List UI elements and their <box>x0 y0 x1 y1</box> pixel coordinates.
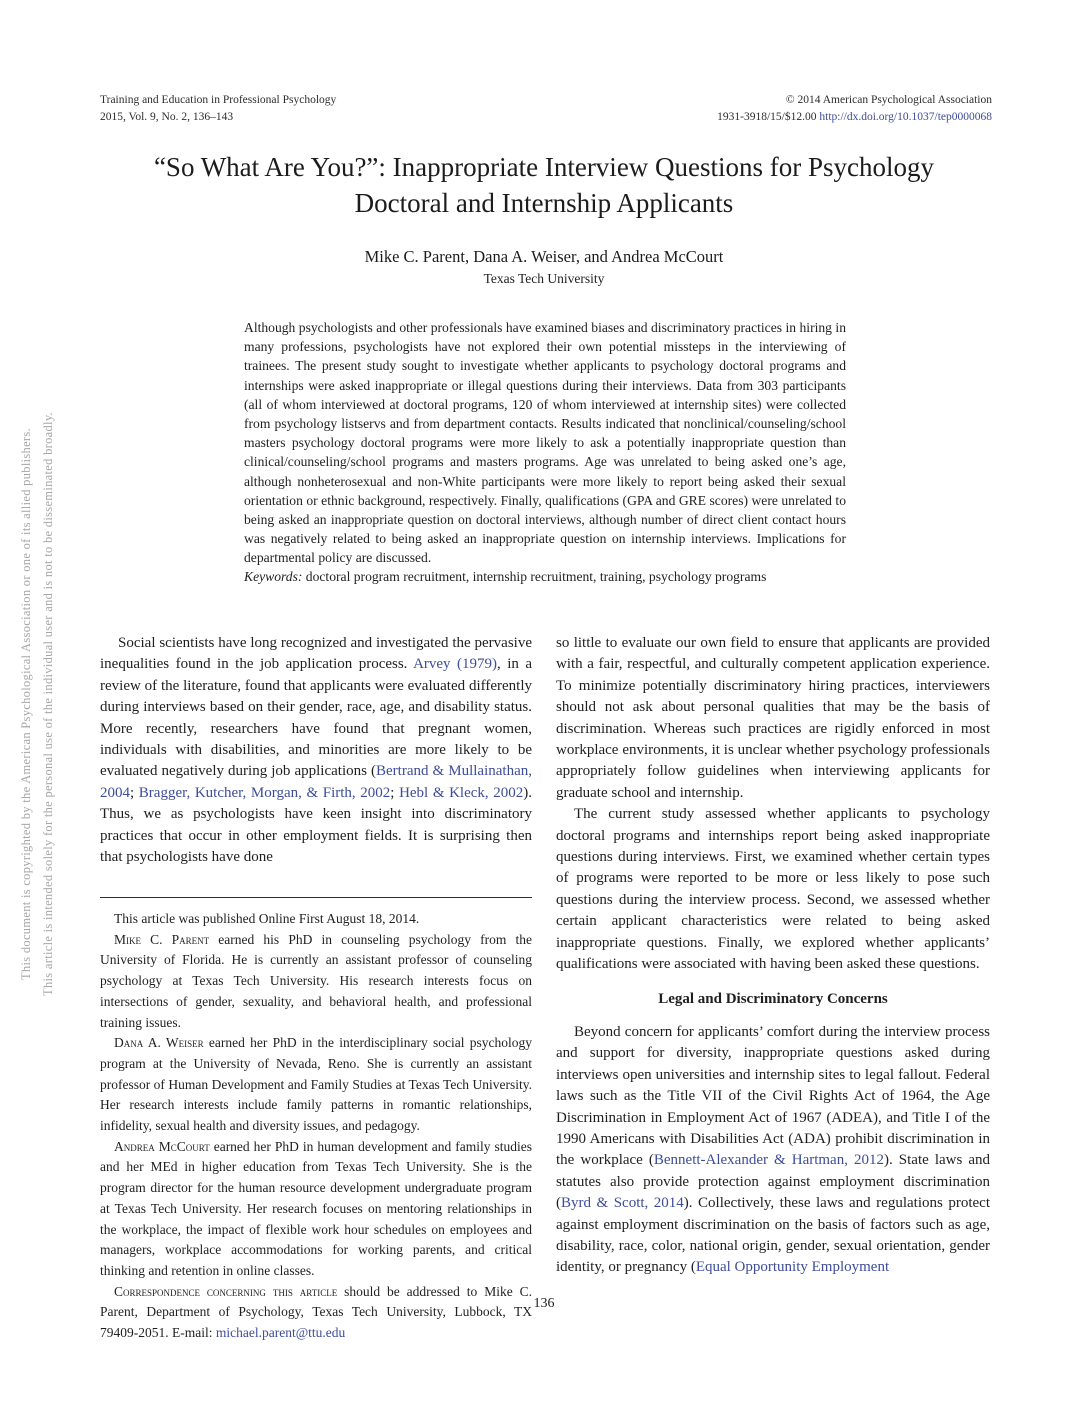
text-segment: should be addressed to Mike C. Parent, Department of Psychology, Texas Tech University, Lubbock, TX 79409-2051. E-mail: <box>100 1283 532 1341</box>
article-title <box>94 150 994 221</box>
abstract-text: Although psychologists and other professionals have examined biases and discriminatory practices in hiring in many professions, psychologists have not explored their own potential missteps in the interviewing of trainees. The present study sought to investigate whether applicants to psychology doctoral programs and internships were asked inappropriate or illegal questions during their interviews. Data from 303 participants (all of whom interviewed at doctoral programs, 120 of whom interviewed at internship sites) were collected from psychology listservs and from department contacts. Results indicated that nonclinical/counseling/school masters psychology doctoral programs were more likely to ask a potentially inappropriate question than clinical/counseling/school programs and masters programs. Age was unrelated to being asked one’s age, although nonheterosexual and non-White participants were more likely to report being asked their sexual orientation or ethnic background, respectively. Finally, qualifications (GPA and GRE scores) were unrelated to being asked an inappropriate question on doctoral interviews, although number of direct client contact hours was negatively related to being asked an inappropriate question on internship interviews. Implications for departmental policy are discussed. <box>244 320 846 566</box>
citation-link[interactable]: Equal Opportunity Employment <box>695 1259 890 1276</box>
correspondence-note <box>100 1282 532 1344</box>
citation-link[interactable]: Byrd & Scott, 2014 <box>561 1195 684 1212</box>
text-segment: Dana A. Weiser <box>114 1035 204 1051</box>
journal-name: Training and Education in Professional Psychology <box>100 94 337 106</box>
text-segment: 1931-3918/15/$12.00 <box>717 110 820 123</box>
body-paragraph <box>556 1022 990 1279</box>
rotated-copyright-sidebar <box>16 0 60 1408</box>
citation-link[interactable]: Bertrand & Mullainathan, 2004 <box>100 763 532 801</box>
text-segment: Andrea McCourt <box>114 1138 210 1154</box>
text-segment: Social scientists have long recognized and investigated the pervasive inequalities found in the job application process. <box>100 635 532 673</box>
article-title-line1: “So What Are You?”: Inappropriate Interview Questions for Psychology <box>153 152 935 182</box>
copyright-info <box>717 92 992 125</box>
author-affiliation: Texas Tech University <box>483 271 605 286</box>
body-column-left <box>100 633 532 868</box>
text-segment: Beyond concern for applicants’ comfort during the interview process and support for diversity, inappropriate questions asked during interviews open universities and internship sites to legal fallout. Federal laws such as the Title VII of the Civil Rights Act of 1964, the Age Discrimination in Employment Act of 1967 (ADEA), and Title I of the 1990 Americans with Disabilities Act (ADA) prohibit discrimination in the workplace ( <box>556 1023 990 1169</box>
body-paragraph: The current study assessed whether applicants to psychology doctoral programs and internships report being asked inappropriate questions during interviews. First, we examined whether certain types of programs were reported to be more or less likely to pose such questions during the interview process. Second, we assessed whether certain applicant characteristics were related to being asked inappropriate questions. Finally, we explored whether applicants’ qualifications were associated with having been asked these questions. <box>556 806 990 973</box>
keywords-text: doctoral program recruitment, internship recruitment, training, psychology programs <box>302 569 767 584</box>
body-paragraph <box>100 633 532 868</box>
text-segment: ). State laws and statutes also provide protection against employment discrimination ( <box>556 1152 991 1212</box>
footnote-divider <box>100 897 532 898</box>
text-segment: Correspondence concerning this article <box>114 1283 338 1299</box>
author-note-block <box>100 897 532 1344</box>
issn-doi-line <box>717 109 992 126</box>
page-number: 136 <box>533 1296 555 1311</box>
citation-link[interactable]: michael.parent@ttu.edu <box>215 1325 346 1341</box>
text-segment: ). Collectively, these laws and regulations protect against employment discrimination on the basis of factors such as age, disability, race, color, national origin, gender, sexual orientation, gender identity, or pregnancy ( <box>556 1195 990 1276</box>
copyright-line: © 2014 American Psychological Association <box>785 94 992 106</box>
text-segment: earned her PhD in human development and family studies and her MEd in higher education from Texas Tech University. She is the program director for the human resource development undergraduate program at Texas Tech University. Her research focuses on mentoring relationships in the workplace, the impact of flexible work hour schedules on employees and managers, workplace accommodations for working parents, and critical thinking and retention in online classes. <box>100 1138 533 1278</box>
author-bio-mccourt <box>100 1137 532 1282</box>
text-segment: ; <box>390 784 400 801</box>
text-segment: , in a review of the literature, found that applicants were evaluated differently during interviews based on their gender, race, age, and disability status. More recently, researchers have found that pregnant women, individuals with disabilities, and minorities are more likely to be evaluated negatively during job applications ( <box>100 656 532 780</box>
article-title-line2: Doctoral and Internship Applicants <box>354 187 734 218</box>
author-bio-weiser <box>100 1033 532 1137</box>
citation-link[interactable]: Bragger, Kutcher, Morgan, & Firth, 2002 <box>138 784 391 801</box>
journal-header <box>100 92 992 125</box>
citation-link[interactable]: Arvey (1979) <box>413 656 497 673</box>
author-bio-parent <box>100 930 532 1034</box>
copyright-notice-line1: This document is copyrighted by the American Psychological Association or one of its allied publishers. <box>19 428 33 980</box>
keywords-label: Keywords: <box>244 569 303 584</box>
journal-info <box>100 92 336 125</box>
copyright-notice-line2: This article is intended solely for the personal use of the individual user and is not to be disseminated broadly. <box>40 412 55 996</box>
keywords-line <box>244 567 846 586</box>
citation-link[interactable]: Bennett-Alexander & Hartman, 2012 <box>653 1152 885 1169</box>
author-byline: Mike C. Parent, Dana A. Weiser, and Andrea McCourt <box>364 247 724 266</box>
text-segment: earned her PhD in the interdisciplinary social psychology program at the University of Nevada, Reno. She is currently an assistant professor of Human Development and Family Studies at Texas Tech University. Her research interests include family patterns in romantic relationships, infidelity, sexual health and diversity issues, and pedagogy. <box>100 1035 532 1134</box>
body-column-right <box>556 633 990 1279</box>
text-segment: ; <box>130 784 139 801</box>
text-segment: Mike C. Parent <box>114 931 210 947</box>
journal-issue-line: 2015, Vol. 9, No. 2, 136–143 <box>100 110 234 123</box>
text-segment: earned his PhD in counseling psychology from the University of Florida. He is currently an assistant professor of counseling psychology at Texas Tech University. His research interests focus on intersections of gender, sexuality, and behavioral health, and professional training issues. <box>100 931 532 1030</box>
section-heading: Legal and Discriminatory Concerns <box>658 990 888 1007</box>
text-segment: ). Thus, we as psychologists have keen insight into discriminatory practices that occur in other employment fields. It is surprising then that psychologists have done <box>100 784 533 866</box>
citation-link[interactable]: http://dx.doi.org/10.1037/tep0000068 <box>819 110 992 123</box>
body-paragraph: so little to evaluate our own field to ensure that applicants are provided with a fair, respectful, and culturally competent application experience. To minimize potentially discriminatory hiring practices, interviewers should not ask about personal qualities that may be the basis of discrimination. Whereas such practices are rigidly enforced in most workplace environments, it is unclear whether psychology professionals appropriately follow guidelines when interviewing applicants for graduate school and internship. <box>556 635 990 801</box>
published-online-note: This article was published Online First August 18, 2014. <box>114 911 420 926</box>
citation-link[interactable]: Hebl & Kleck, 2002 <box>399 784 524 801</box>
